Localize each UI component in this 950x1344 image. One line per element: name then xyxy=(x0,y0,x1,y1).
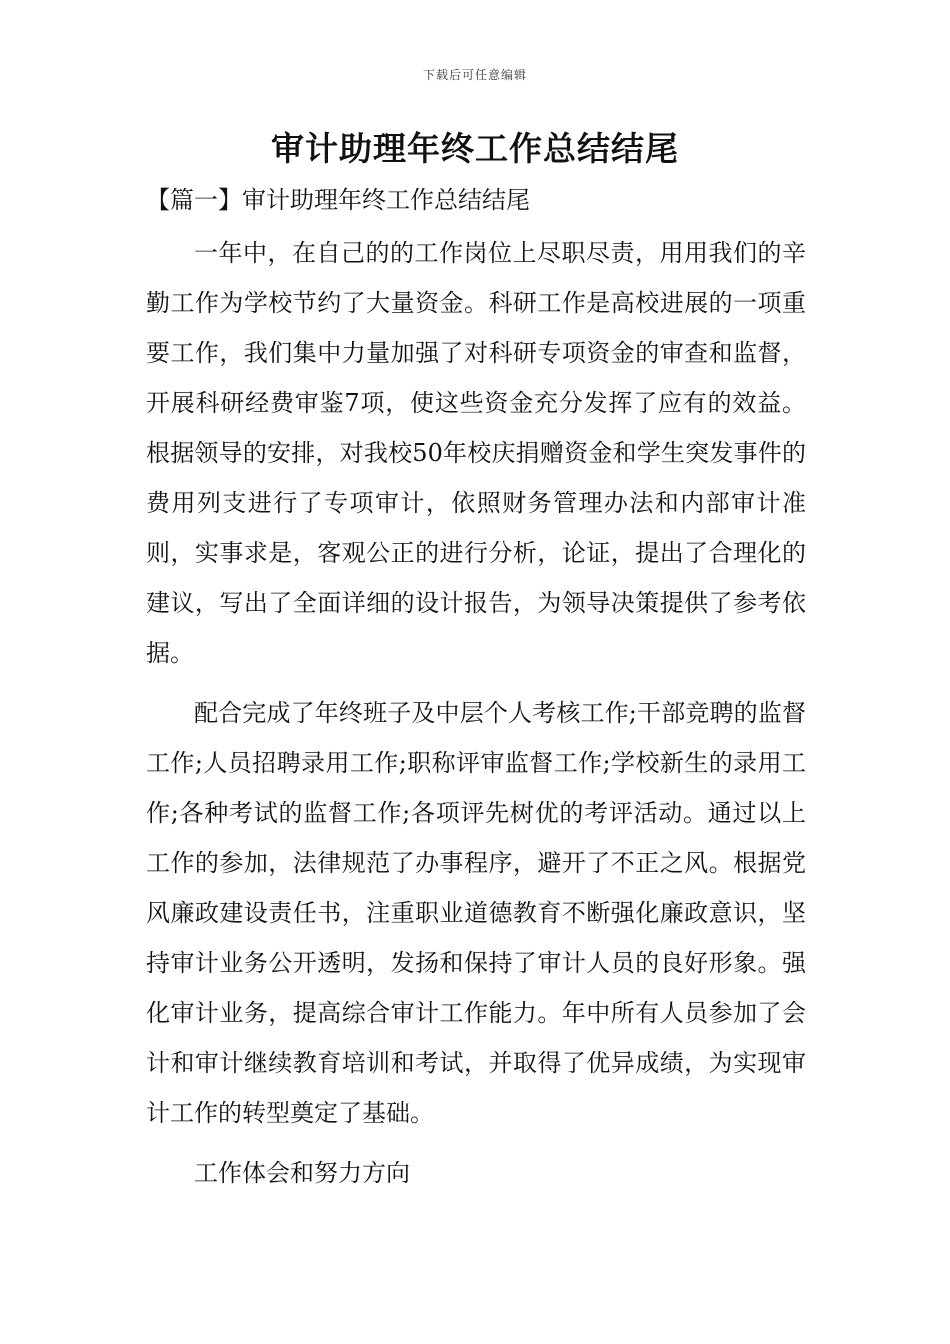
subheading: 工作体会和努力方向 xyxy=(194,1159,410,1187)
header-note: 下载后可任意编辑 xyxy=(422,68,527,82)
paragraph: 配合完成了年终班子及中层个人考核工作;干部竞聘的监督工作;人员招聘录用工作;职称评审监督工作;学校新生的录用工作;各种考试的监督工作;各项评先树优的考评活动。通过以上工作的参加，法律规范了办事程序，避开了不正之风。根据党风廉政建设责任书，注重职业道德教育不断强化廉政意识，坚持审计业务公开透明，发扬和保持了审计人员的良好形象。强化审计业务，提高综合审计工作能力。年中所有人员参加了会计和审计继续教育培训和考试，并取得了优异成绩，为实现审计工作的转型奠定了基础。 xyxy=(146,699,806,1127)
document-title: 审计助理年终工作总结结尾 xyxy=(271,129,679,168)
paragraph: 一年中，在自己的的工作岗位上尽职尽责，用用我们的辛勤工作为学校节约了大量资金。科研工作是高校进展的一项重要工作，我们集中力量加强了对科研专项资金的审查和监督，开展科研经费审鉴7项，使这些资金充分发挥了应有的效益。根据领导的安排，对我校50年校庆捐赠资金和学生突发事件的费用列支进行了专项审计，依照财务管理办法和内部审计准则，实事求是，客观公正的进行分析，论证，提出了合理化的建议，写出了全面详细的设计报告，为领导决策提供了参考依据。 xyxy=(146,239,806,667)
document-body xyxy=(146,228,806,1208)
section-heading: 【篇一】审计助理年终工作总结结尾 xyxy=(146,186,530,214)
